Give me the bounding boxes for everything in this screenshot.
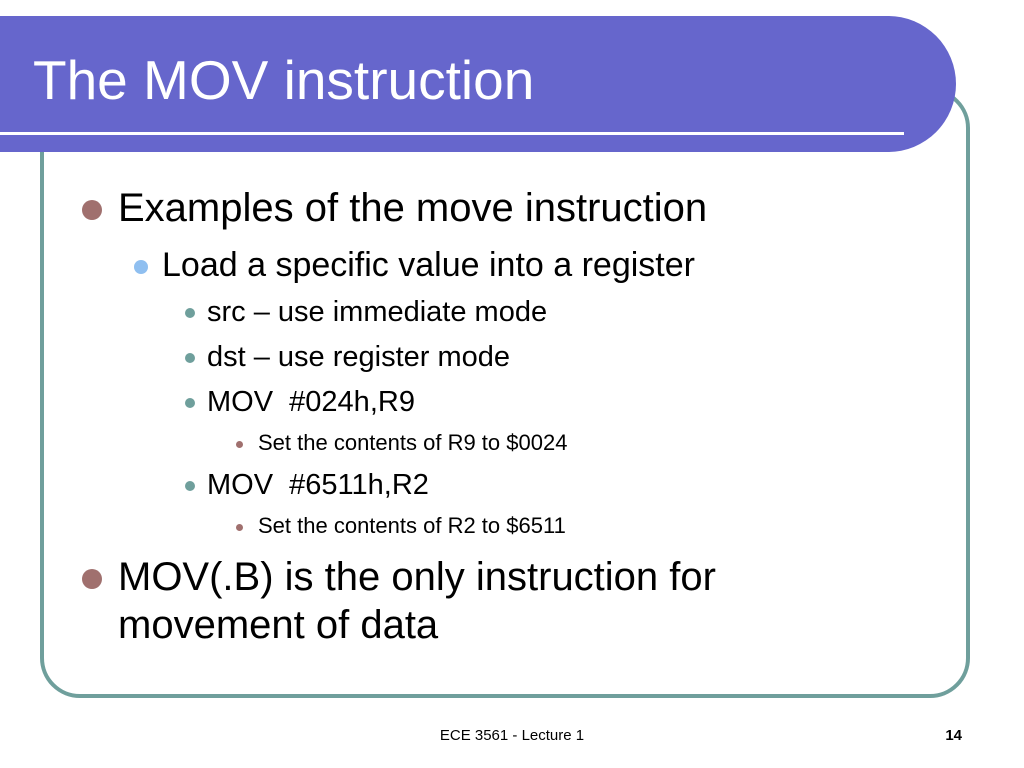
bullet-item — [258, 429, 567, 457]
footer-lecture-label: ECE 3561 - Lecture 1 — [439, 727, 585, 744]
bullet-item — [118, 553, 716, 601]
bullet-item — [162, 245, 695, 285]
slide-title: The MOV instruction — [33, 49, 535, 111]
bullet-item — [258, 512, 566, 540]
bullet-item — [118, 184, 707, 232]
bullet-item-continuation — [118, 601, 438, 649]
bullet-item — [207, 295, 547, 329]
bullet-item — [207, 340, 510, 374]
footer-page-number: 14 — [945, 727, 962, 744]
bullet-text: src – use immediate mode — [207, 296, 548, 328]
bullet-text: Examples of the move instruction — [118, 186, 708, 230]
bullet-dot-icon — [236, 441, 243, 448]
bullet-dot-icon — [185, 353, 195, 363]
bullet-item — [207, 468, 429, 502]
bullet-text: Load a specific value into a register — [162, 246, 695, 284]
bullet-dot-icon — [236, 524, 243, 531]
bullet-text: MOV(.B) is the only instruction for — [118, 555, 716, 599]
bullet-dot-icon — [185, 398, 195, 408]
bullet-dot-icon — [185, 308, 195, 318]
bullet-text: MOV #024h,R9 — [207, 386, 415, 418]
bullet-dot-icon — [185, 481, 195, 491]
bullet-text: movement of data — [118, 603, 439, 647]
bullet-dot-icon — [82, 200, 102, 220]
bullet-dot-icon — [82, 569, 102, 589]
bullet-text: Set the contents of R2 to $6511 — [258, 513, 566, 538]
bullet-text: MOV #6511h,R2 — [207, 469, 429, 501]
bullet-text: Set the contents of R9 to $0024 — [258, 430, 568, 455]
bullet-item — [207, 385, 415, 419]
bullet-dot-icon — [134, 260, 148, 274]
bullet-text: dst – use register mode — [207, 341, 511, 373]
